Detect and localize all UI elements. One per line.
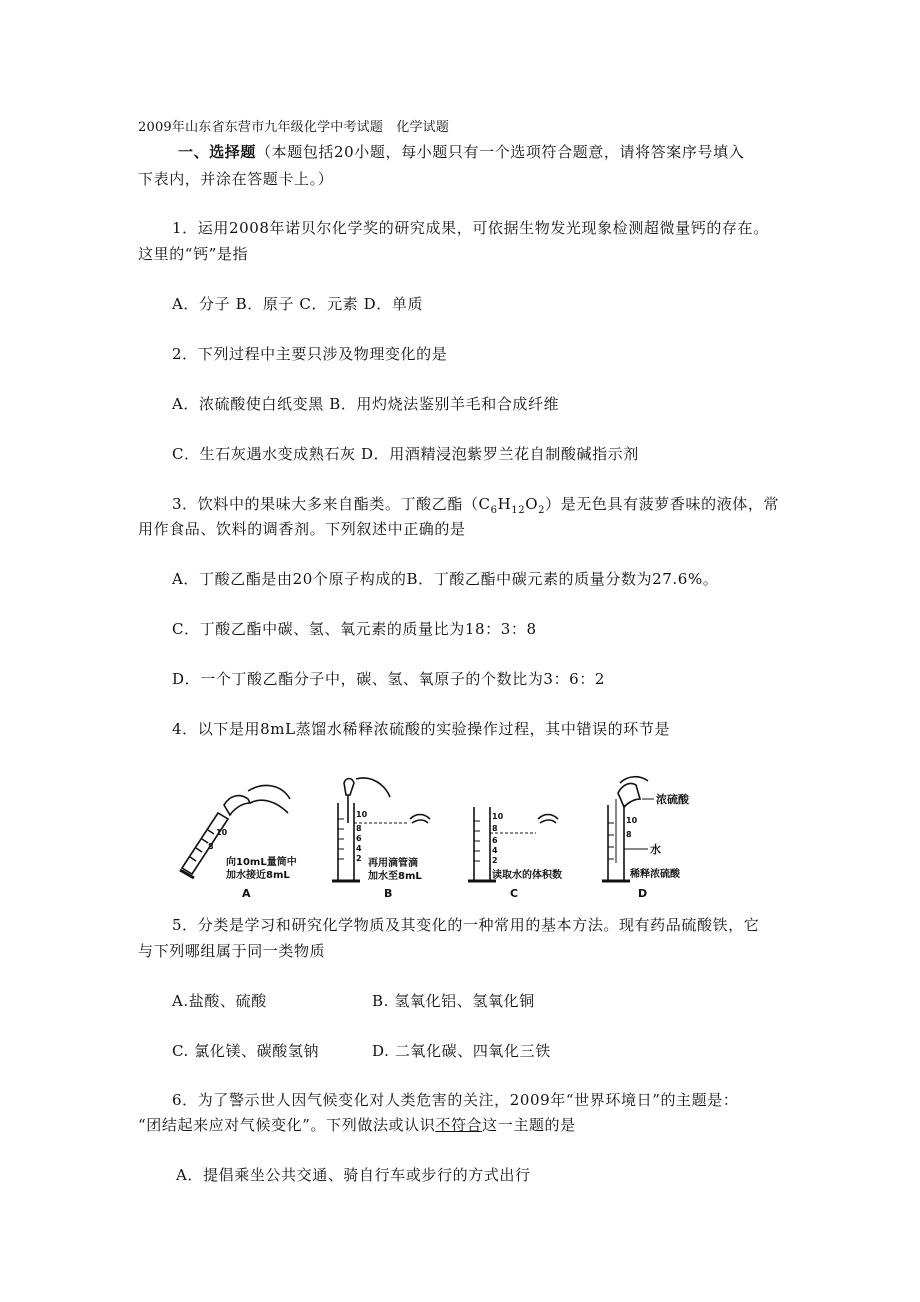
figure-d-label-water: 水 [650, 843, 661, 856]
figure-a-label: A [242, 887, 251, 900]
figure-d-label: D [638, 887, 648, 900]
q5-stem: 5．分类是学习和研究化学物质及其变化的一种常用的基本方法。现有药品硫酸铁，它 [172, 916, 760, 934]
q3-sub-2: 2 [538, 505, 546, 516]
q2-options-ab: A．浓硫酸使白纸变黑 B．用灼烧法鉴别羊毛和合成纤维 [172, 395, 560, 413]
figure-c-scale-2: 2 [492, 856, 498, 865]
q3-options-ab: A．丁酸乙酯是由20个原子构成的B．丁酸乙酯中碳元素的质量分数为27.6%。 [172, 570, 719, 588]
q6-stem-cont [138, 1114, 576, 1135]
q2-stem: 2．下列过程中主要只涉及物理变化的是 [172, 345, 448, 363]
figure-d-scale-8: 8 [626, 830, 632, 839]
figure-c-label: C [510, 887, 519, 900]
q6-underlined: 不符合 [435, 1116, 483, 1134]
figure-d-scale-10: 10 [626, 816, 638, 825]
q3-stem-b: ）是无色具有菠萝香味的液体，常 [545, 495, 780, 513]
q6-option-a: A．提倡乘坐公共交通、骑自行车或步行的方式出行 [176, 1166, 531, 1184]
q5-option-c: C. 氯化镁、碳酸氢钠 [172, 1042, 320, 1060]
q1-stem: 1．运用2008年诺贝尔化学奖的研究成果，可依据生物发光现象检测超微量钙的存在。 [172, 219, 769, 237]
q4-stem: 4．以下是用8mL蒸馏水稀释浓硫酸的实验操作过程，其中错误的环节是 [172, 720, 671, 738]
figure-a-caption-1: 向10mL量筒中 [226, 857, 297, 868]
q3-sub-6: 6 [490, 505, 498, 516]
figure-c-scale-6: 6 [492, 836, 498, 845]
q3-option-c: C．丁酸乙酯中碳、氢、氧元素的质量比为18：3：8 [172, 620, 537, 638]
figure-b-scale-2: 2 [356, 854, 362, 863]
q3-h: H [497, 495, 512, 513]
figure-b-caption-2: 加水至8mL [368, 871, 422, 882]
figure-b-scale-8: 8 [356, 824, 362, 833]
figure-c-scale-8: 8 [492, 824, 498, 833]
section-instructions: （本题包括20小题，每小题只有一个选项符合题意，请将答案序号填入 [256, 143, 745, 161]
q5-option-a: A.盐酸、硫酸 [172, 992, 267, 1010]
figure-b-label: B [384, 887, 393, 900]
figure-d-caption: 稀释浓硫酸 [630, 869, 680, 880]
q3-stem [172, 493, 779, 516]
q2-options-cd: C．生石灰遇水变成熟石灰 D．用酒精浸泡紫罗兰花自制酸碱指示剂 [172, 445, 639, 463]
q5-option-d: D. 二氧化碳、四氧化三铁 [372, 1042, 551, 1060]
q6-stem-cont-a: “团结起来应对气候变化”。下列做法或认识 [138, 1116, 436, 1134]
figure-a-caption-2: 加水接近8mL [226, 870, 290, 881]
figure-c-scale-4: 4 [492, 846, 498, 855]
q3-stem-cont: 用作食品、饮料的调香剂。下列叙述中正确的是 [138, 520, 466, 538]
figure-a-scale-10: 10 [216, 828, 228, 837]
figure-c-caption: 读取水的体积数 [492, 870, 562, 881]
q3-option-d: D．一个丁酸乙酯分子中，碳、氢、氧原子的个数比为3：6：2 [172, 670, 606, 688]
q6-stem-cont-b: 这一主题的是 [482, 1116, 576, 1134]
q3-stem-a: 3．饮料中的果味大多来自酯类。丁酸乙酯（C [172, 495, 491, 513]
figure-b-scale-6: 6 [356, 834, 362, 843]
q3-sub-12: 12 [511, 505, 526, 516]
figure-b-scale-4: 4 [356, 844, 362, 853]
q6-stem: 6．为了警示世人因气候变化对人类危害的关注，2009年“世界环境日”的主题是： [172, 1091, 739, 1109]
q3-o: O [525, 495, 539, 513]
q5-option-b: B. 氢氧化铝、氢氧化铜 [372, 992, 535, 1010]
figure-b-scale-10: 10 [356, 810, 368, 819]
q1-stem-cont: 这里的“钙”是指 [138, 245, 249, 263]
figure-d-cylinder [602, 777, 654, 881]
q5-stem-cont: 与下列哪组属于同一类物质 [138, 942, 326, 960]
section-heading-line [178, 141, 744, 162]
figure-d-label-acid: 浓硫酸 [656, 793, 689, 806]
figure-a-scale-8: 8 [208, 842, 214, 851]
exam-title: 2009年山东省东营市九年级化学中考试题 化学试题 [138, 120, 450, 135]
section-instructions-cont: 下表内，并涂在答题卡上。） [138, 170, 334, 188]
section-heading: 一、选择题 [178, 143, 257, 161]
q1-options: A．分子 B．原子 C．元素 D．单质 [172, 295, 424, 313]
figure-b-caption-1: 再用滴管滴 [368, 858, 418, 869]
q4-experiment-figure [178, 773, 778, 903]
figure-c-scale-10: 10 [492, 812, 504, 821]
